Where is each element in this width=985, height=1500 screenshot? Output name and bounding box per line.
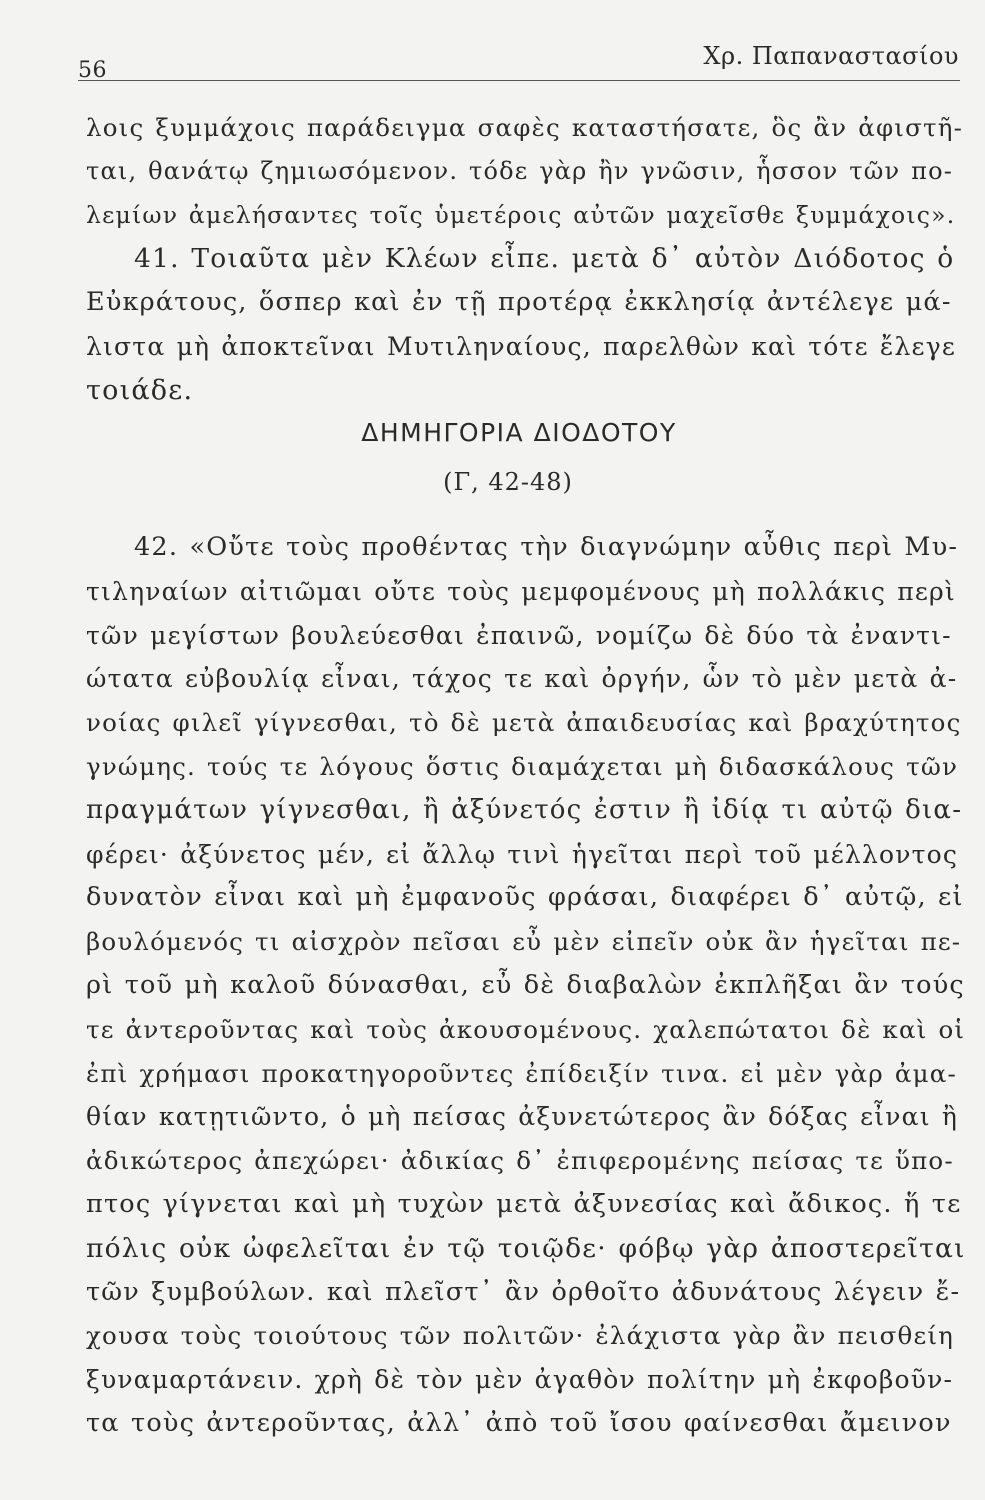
- header-rule: [78, 80, 960, 81]
- text-line: ἐπὶ χρήμασι προκατηγοροῦντες ἐπίδειξίν τινα. εἰ μὲν γὰρ ἀμα-: [86, 1058, 957, 1088]
- text-line: τε ἀντεροῦντας καὶ τοὺς ἀκουσομένους. χαλεπώτατοι δὲ καὶ οἱ: [86, 1014, 966, 1044]
- page-number: 56: [78, 58, 107, 83]
- text-line: ρὶ τοῦ μὴ καλοῦ δύνασθαι, εὖ δὲ διαβαλὼν ἐκπλῆξαι ἂν τούς: [86, 969, 965, 1000]
- text-line: ται, θανάτῳ ζημιωσόμενον. τόδε γὰρ ἢν γνῶσιν, ἧσσον τῶν πο-: [86, 156, 954, 185]
- text-line: τιληναίων αἰτιῶμαι οὔτε τοὺς μεμφομένους μὴ πολλάκις περὶ: [86, 576, 956, 606]
- text-line: ξυναμαρτάνειν. χρὴ δὲ τὸν μὲν ἀγαθὸν πολίτην μὴ ἐκφοβοῦν-: [86, 1365, 954, 1395]
- text-line: βουλόμενός τι αἰσχρὸν πεῖσαι εὖ μὲν εἰπεῖν οὐκ ἂν ἡγεῖται πε-: [86, 927, 962, 957]
- section-heading: ΔΗΜΗΓΟΡΙΑ ΔΙΟΔΟΤΟΥ: [361, 418, 677, 447]
- text-line: χουσα τοὺς τοιούτους τῶν πολιτῶν· ἐλάχιστα γὰρ ἂν πεισθείη: [86, 1321, 955, 1351]
- text-line: θίαν κατῃτιῶντο, ὁ μὴ πείσας ἀξυνετώτερος ἂν δόξας εἶναι ἢ: [86, 1102, 959, 1132]
- text-line: πόλις οὐκ ὠφελεῖται ἐν τῷ τοιῷδε· φόβῳ γὰρ ἀποστερεῖται: [86, 1232, 966, 1264]
- text-line: ἀδικώτερος ἀπεχώρει· ἀδικίας δ᾽ ἐπιφερομένης πείσας τε ὕπο-: [86, 1146, 954, 1176]
- text-line: φέρει· ἀξύνετος μέν, εἰ ἄλλῳ τινὶ ἡγεῖται περὶ τοῦ μέλλοντος: [86, 839, 959, 869]
- text-line: Εὐκράτους, ὅσπερ καὶ ἐν τῇ προτέρᾳ ἐκκλησίᾳ ἀντέλεγε μά-: [86, 287, 952, 318]
- text-line: 41. Τοιαῦτα μὲν Κλέων εἶπε. μετὰ δ᾽ αὐτὸν Διόδοτος ὁ: [134, 243, 955, 275]
- text-line: 42. «Οὔτε τοὺς προθέντας τὴν διαγνώμην αὖθις περὶ Μυ-: [134, 532, 959, 562]
- text-line: ώτατα εὐβουλίᾳ εἶναι, τάχος τε καὶ ὀργήν, ὧν τὸ μὲν μετὰ ἀ-: [86, 664, 958, 694]
- text-line: τοιάδε.: [86, 374, 194, 406]
- text-line: τῶν ξυμβούλων. καὶ πλεῖστ᾽ ἂν ὀρθοῖτο ἀδυνάτους λέγειν ἔ-: [86, 1276, 961, 1307]
- text-line: τῶν μεγίστων βουλεύεσθαι ἐπαινῶ, νομίζω δὲ δύο τὰ ἐναντι-: [86, 620, 952, 650]
- text-line: τα τοὺς ἀντεροῦντας, ἀλλ᾽ ἀπὸ τοῦ ἴσου φαίνεσθαι ἄμεινον: [86, 1407, 952, 1438]
- section-subheading: (Γ, 42-48): [443, 468, 573, 496]
- text-line: δυνατὸν εἶναι καὶ μὴ ἐμφανοῦς φράσαι, διαφέρει δ᾽ αὐτῷ, εἰ: [86, 882, 964, 913]
- text-line: λιστα μὴ ἀποκτεῖναι Μυτιληναίους, παρελθὼν καὶ τότε ἔλεγε: [86, 331, 956, 361]
- text-line: πραγμάτων γίγνεσθαι, ἢ ἀξύνετός ἐστιν ἢ ἰδίᾳ τι αὐτῷ δια-: [86, 794, 963, 825]
- text-line: γνώμης. τούς τε λόγους ὅστις διαμάχεται μὴ διδασκάλους τῶν: [86, 751, 959, 781]
- running-head: Χρ. Παπαναστασίου: [703, 42, 959, 70]
- text-line: πτος γίγνεται καὶ μὴ τυχὼν μετὰ ἀξυνεσίας καὶ ἄδικος. ἥ τε: [86, 1188, 962, 1219]
- text-line: νοίας φιλεῖ γίγνεσθαι, τὸ δὲ μετὰ ἀπαιδευσίας καὶ βραχύτητος: [86, 708, 962, 738]
- paragraph-2: [86, 526, 966, 1446]
- text-line: λεμίων ἀμελήσαντες τοῖς ὑμετέροις αὐτῶν μαχεῖσθε ξυμμάχοις».: [86, 200, 956, 229]
- text-line: λοις ξυμμάχοις παράδειγμα σαφὲς καταστήσατε, ὃς ἂν ἀφιστῆ-: [86, 113, 964, 142]
- paragraph-1: [86, 106, 966, 413]
